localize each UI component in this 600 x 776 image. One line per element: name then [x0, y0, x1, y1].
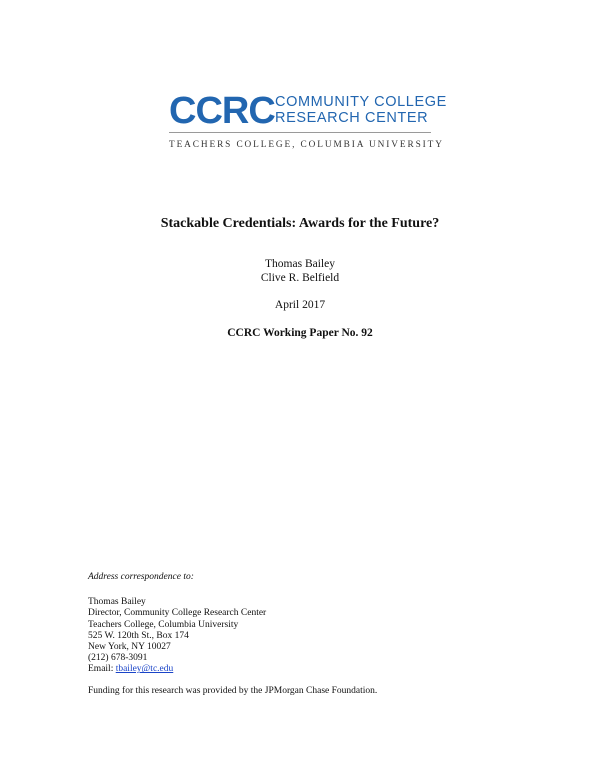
logo-name-line2: RESEARCH CENTER — [275, 109, 429, 126]
email-link[interactable]: tbailey@tc.edu — [115, 664, 174, 675]
paper-title: Stackable Credentials: Awards for the Future? — [160, 216, 440, 231]
contact-city: New York, NY 10027 — [88, 642, 171, 653]
correspondence-heading: Address correspondence to: — [88, 572, 194, 582]
logo-subtitle: TEACHERS COLLEGE, COLUMBIA UNIVERSITY — [169, 140, 444, 150]
contact-name: Thomas Bailey — [88, 597, 146, 608]
logo-name-line1: COMMUNITY COLLEGE — [275, 94, 447, 110]
contact-institution: Teachers College, Columbia University — [88, 619, 239, 630]
logo-acronym: CCRC — [169, 90, 275, 132]
funding-note: Funding for this research was provided by the JPMorgan Chase Foundation. — [88, 685, 378, 696]
author-1: Thomas Bailey — [265, 258, 335, 270]
contact-street: 525 W. 120th St., Box 174 — [88, 630, 189, 641]
email-label: Email: — [88, 664, 116, 675]
logo-name — [275, 95, 447, 126]
contact-phone: (212) 678-3091 — [88, 653, 148, 664]
logo-divider — [169, 132, 431, 133]
paper-date: April 2017 — [274, 299, 326, 311]
working-paper-number: CCRC Working Paper No. 92 — [227, 327, 373, 339]
contact-title: Director, Community College Research Center — [88, 608, 267, 619]
author-2: Clive R. Belfield — [260, 272, 340, 284]
correspondence-block — [88, 572, 377, 697]
contact-email-line — [88, 664, 377, 675]
